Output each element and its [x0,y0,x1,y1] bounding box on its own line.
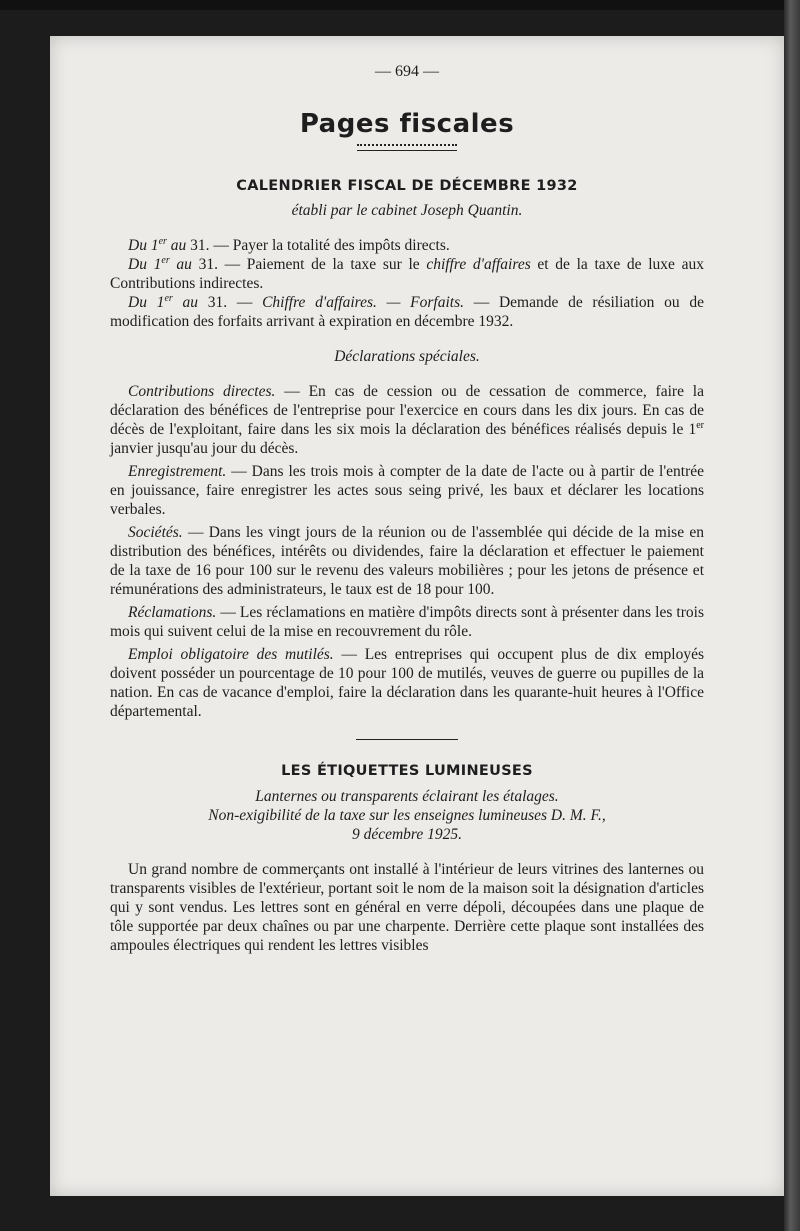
scan-top-border [0,0,800,10]
calendar-byline: établi par le cabinet Joseph Quantin. [291,202,523,219]
page-content [110,62,704,955]
paragraph-societes: Sociétés. — Dans les vingt jours de la réunion ou de l'assemblée qui décide de la mise en distribution des bénéfices, intérêts ou dividendes, faire la déclaration et effectuer le paiement de la taxe de 16 pour 100 sur le revenu des valeurs mobilières ; pour les jetons de présence et rémunérations des administrateurs, le taux est de 18 pour 100. [110,524,704,598]
section-divider [356,739,458,740]
page-number: — 694 — [375,63,439,80]
paragraph-mutiles: Emploi obligatoire des mutilés. — Les entreprises qui occupent plus de dix employés doivent posséder un pourcentage de 10 pour 100 de mutilés, veuves de guerre ou pupilles de la nation. En cas de vacance d'emploi, faire la déclaration dans les quarante-huit heures à l'Office départemental. [110,646,704,720]
calendar-heading: CALENDRIER FISCAL DE DÉCEMBRE 1932 [236,178,578,194]
calendar-item-3: Du 1er au 31. — Chiffre d'affaires. — Forfaits. — Demande de résiliation ou de modification des forfaits arrivant à expiration en décembre 1932. [110,292,705,330]
etiquettes-paragraph: Un grand nombre de commerçants ont installé à l'intérieur de leurs vitrines des lanternes ou transparents visibles de l'extérieur, portant soit le nom de la maison soit la désignation d'articles qui y sont vendus. Les lettres sont en général en verre dépoli, découpées dans une plaque de tôle supportée par deux chaînes ou par une charpente. Derrière cette plaque sont installées des ampoules électriques qui rendent les lettres visibles [110,861,704,954]
etiquettes-subtitle-1: Lanternes ou transparents éclairant les étalages. [255,788,559,805]
calendar-item-1: Du 1er au 31. — Payer la totalité des impôts directs. [128,235,450,254]
item-lead: Du 1er au [128,292,199,311]
item-lead: Du 1er au [128,254,192,273]
paragraph-contributions: Contributions directes. — En cas de cession ou de cessation de commerce, faire la déclaration des bénéfices de l'entreprise pour l'exercice en cours dans les dix jours. En cas de décès de l'exploitant, faire dans les six mois la déclaration des bénéfices réalisés depuis le 1er janvier jusqu'au jour du décès. [110,383,704,457]
paragraph-enregistrement: Enregistrement. — Dans les trois mois à compter de la date de l'acte ou à partir de l'entrée en jouissance, faire enregistrer les actes sous seing privé, les baux et déclarer les locations verbales. [110,463,704,518]
etiquettes-subtitle-3: 9 décembre 1925. [351,826,463,843]
page-title: Pages fiscales [299,109,515,139]
declarations-heading: Déclarations spéciales. [334,348,480,365]
title-underline [357,144,457,151]
etiquettes-subtitle-2: Non-exigibilité de la taxe sur les enseignes lumineuses D. M. F., [208,807,606,824]
calendar-item-2: Du 1er au 31. — Paiement de la taxe sur le chiffre d'affaires et de la taxe de luxe aux Contributions indirectes. [110,254,704,292]
paragraph-reclamations: Réclamations. — Les réclamations en matière d'impôts directs sont à présenter dans les trois mois qui suivent celui de la mise en recouvrement du rôle. [110,604,704,640]
item-lead: Du 1er au [128,235,187,254]
etiquettes-heading: LES ÉTIQUETTES LUMINEUSES [281,763,533,779]
scan-right-edge [784,0,800,1231]
